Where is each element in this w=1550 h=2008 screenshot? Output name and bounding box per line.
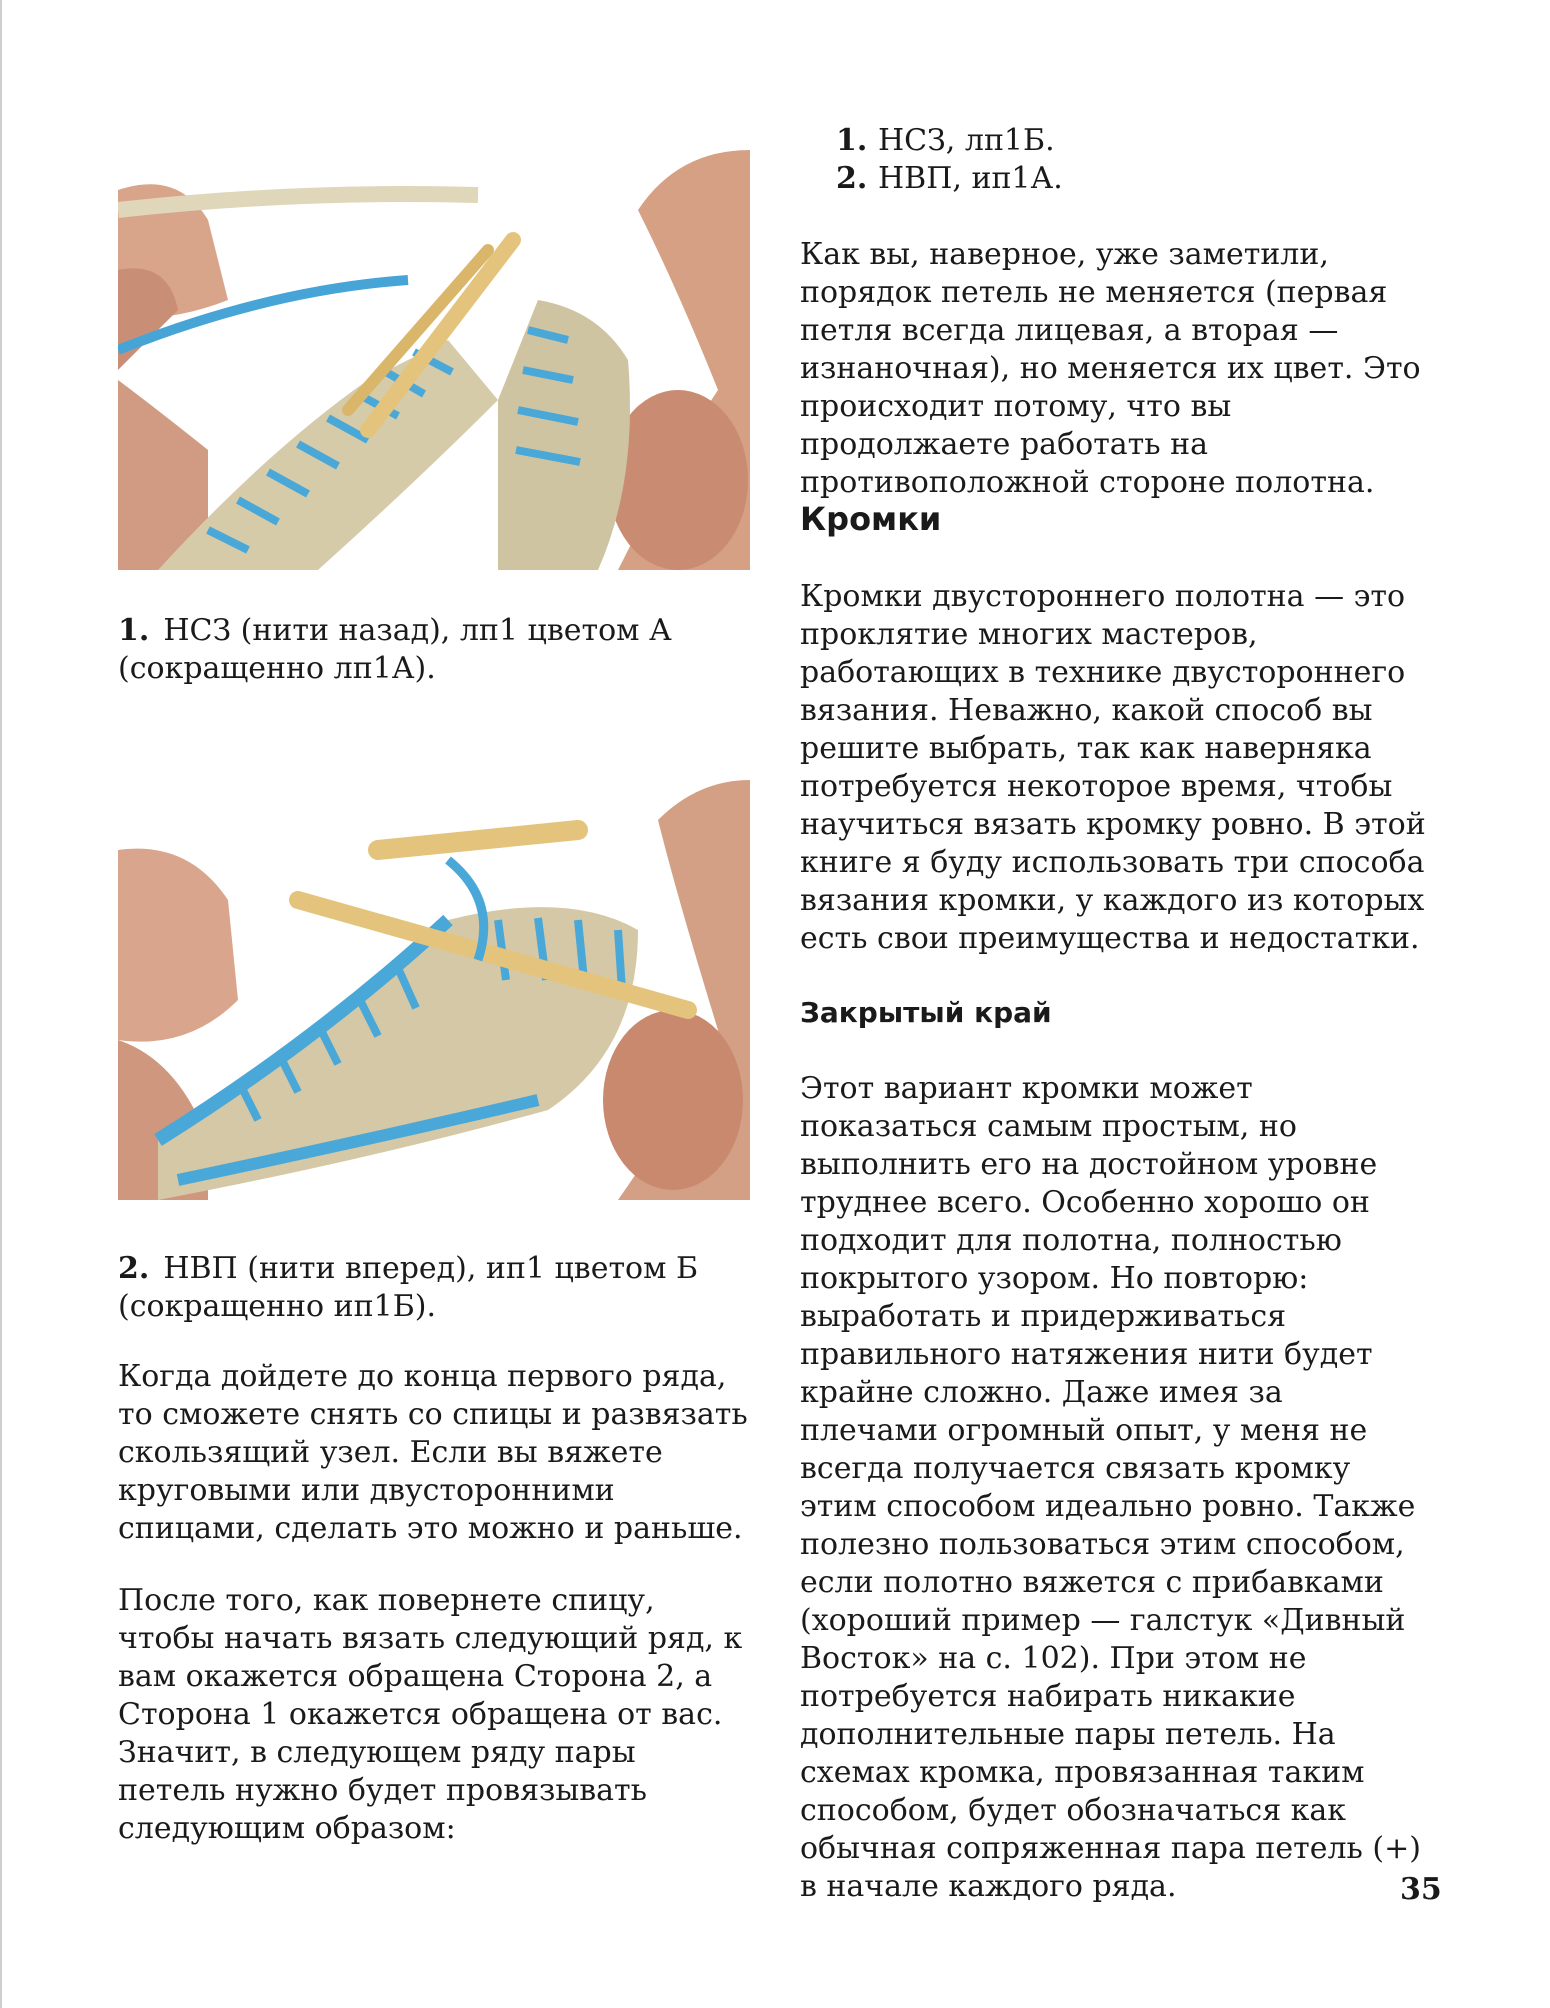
row-step-2	[836, 160, 1063, 198]
row-step-1	[836, 122, 1063, 160]
row-step-2-number: 2.	[836, 161, 868, 196]
caption-step-2	[118, 1250, 738, 1326]
caption-step-1	[118, 612, 738, 688]
caption-1-text: НСЗ (нити назад), лп1 цветом А (сокращенно лп1А).	[118, 613, 672, 686]
paragraph-loop-order: Как вы, наверное, уже заметили, порядок петель не меняется (первая петля всегда лицевая, а вторая — изнаночная), но меняется их цвет. Это происходит потому, что вы продолжаете работать на противоположной стороне полотна.	[800, 237, 1421, 500]
caption-1-number: 1.	[118, 613, 150, 648]
paragraph-edges: Кромки двустороннего полотна — это проклятие многих мастеров, работающих в технике двустороннего вязания. Неважно, какой способ вы решите выбрать, так как наверняка потребуется некоторое время, чтобы научиться вязать кромку ровно. В этой книге я буду использовать три способа вязания кромки, у каждого из которых есть свои преимущества и недостатки.	[800, 579, 1426, 956]
row-step-1-text: НСЗ, лп1Б.	[878, 123, 1055, 158]
caption-2-text: НВП (нити вперед), ип1 цветом Б (сокращенно ип1Б).	[118, 1251, 699, 1324]
heading-edges: Кромки	[800, 500, 942, 538]
knitting-photo-step-1	[118, 150, 750, 570]
row-step-1-number: 1.	[836, 123, 868, 158]
paragraph-end-of-row: Когда дойдете до конца первого ряда, то сможете снять со спицы и развязать скользящий узел. Если вы вяжете круговыми или двусторонними спицами, сделать это можно и раньше.	[118, 1359, 748, 1546]
heading-closed-edge: Закрытый край	[800, 996, 1052, 1029]
page-number: 35	[1400, 1872, 1442, 1907]
paragraph-turn-needle: После того, как повернете спицу, чтобы начать вязать следующий ряд, к вам окажется обращена Сторона 2, а Сторона 1 окажется обращена от вас. Значит, в следующем ряду пары петель нужно будет провязывать следующим образом:	[118, 1583, 743, 1846]
row-steps-list	[836, 122, 1063, 198]
knitting-photo-step-2	[118, 780, 750, 1200]
caption-2-number: 2.	[118, 1251, 150, 1286]
row-step-2-text: НВП, ип1А.	[878, 161, 1063, 196]
paragraph-closed-edge: Этот вариант кромки может показаться самым простым, но выполнить его на достойном уровне труднее всего. Особенно хорошо он подходит для полотна, полностью покрытого узором. Но повторю: выработать и придерживаться правильного натяжения нити будет крайне сложно. Даже имея за плечами огромный опыт, у меня не всегда получается связать кромку этим способом идеально ровно. Также полезно пользоваться этим способом, если полотно вяжется с прибавками (хороший пример — галстук «Дивный Восток» на с. 102). При этом не потребуется набирать никакие дополнительные пары петель. На схемах кромка, провязанная таким способом, будет обозначаться как обычная сопряженная пара петель (+) в начале каждого ряда.	[800, 1071, 1421, 1904]
page-edge	[0, 0, 2, 2008]
